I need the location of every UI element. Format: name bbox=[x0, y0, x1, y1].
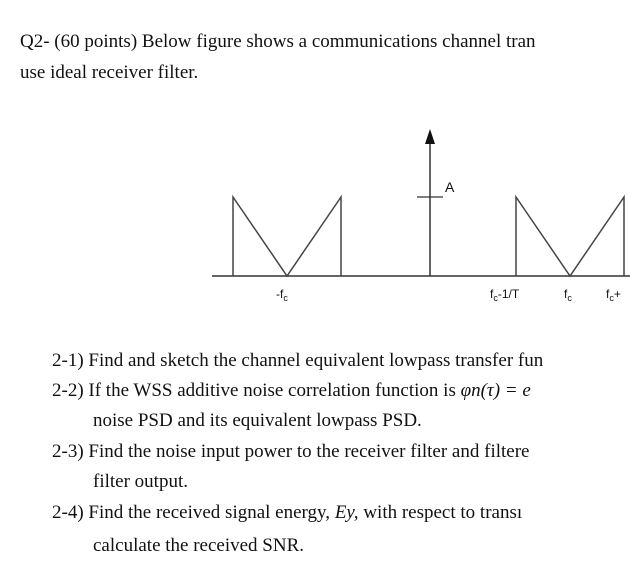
tick-label-fc: $f_c$ bbox=[564, 287, 572, 303]
part-2-2-text: 2-2) If the WSS additive noise correlation function is bbox=[52, 380, 461, 401]
part-2-4-math: Ey, bbox=[334, 502, 359, 523]
part-2-3: 2-3) Find the noise input power to the receiver filter and filtere bbox=[52, 441, 530, 462]
amplitude-label: A bbox=[445, 179, 455, 195]
part-2-2 bbox=[52, 380, 531, 402]
question-title-line2: use ideal receiver filter. bbox=[20, 62, 199, 83]
part-2-4-text: 2-4) Find the received signal energy, bbox=[52, 502, 335, 523]
part-2-3-continued: filter output. bbox=[93, 471, 188, 492]
tick-label-fc-minus-1-over-t: $f_c-1/T$ bbox=[490, 287, 520, 303]
part-2-2-math: φn(τ) = e bbox=[460, 380, 531, 401]
axis-arrow-icon bbox=[425, 129, 435, 144]
tick-label-fc-plus: $f_c+$ bbox=[606, 287, 621, 303]
part-2-4 bbox=[52, 502, 522, 524]
part-2-4-suffix: with respect to transı bbox=[358, 502, 523, 523]
tick-label-neg-fc: $-f_c$ bbox=[276, 287, 288, 303]
part-2-4-continued: calculate the received SNR. bbox=[93, 535, 305, 556]
question-title-line1: Q2- (60 points) Below figure shows a communications channel tran bbox=[20, 31, 536, 52]
part-2-1: 2-1) Find and sketch the channel equivalent lowpass transfer fun bbox=[52, 350, 544, 371]
part-2-2-continued: noise PSD and its equivalent lowpass PSD. bbox=[93, 410, 422, 431]
negative-band-shape bbox=[233, 197, 341, 276]
positive-band-shape bbox=[516, 197, 624, 276]
